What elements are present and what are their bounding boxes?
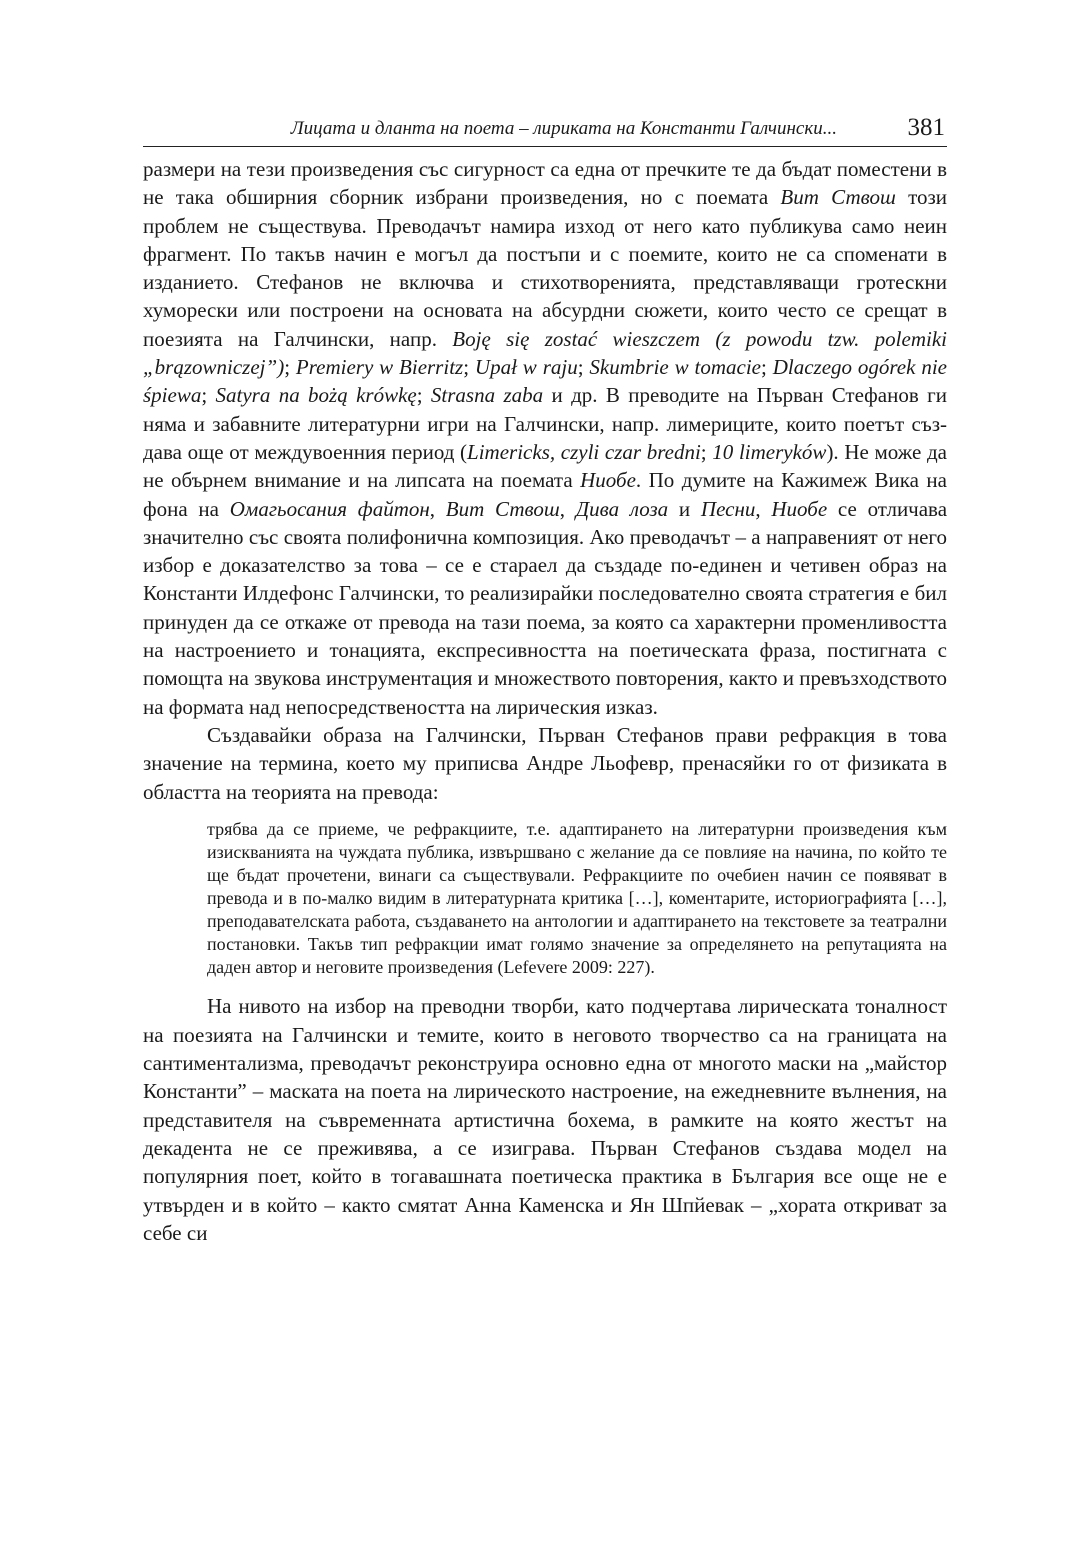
running-header xyxy=(143,112,947,147)
text-run: ; xyxy=(416,383,431,408)
text-run: , xyxy=(559,496,576,521)
italic-title-run: Limericks, czyli czar bredni xyxy=(467,439,701,464)
italic-title-run: 10 limeryków xyxy=(712,439,827,464)
text-run: и xyxy=(668,496,701,521)
text-run: размери на тези произведения със сигурност са една от пречките те да бъдат поместени в не така обширния сборник избрани произведения, но с поемата xyxy=(143,157,947,210)
text-run: се отличава значително със своята полифонична композиция. Ако преводачът – а направеният от него избор е доказателство за това – се е стараел да създаде по-единен и четивен образ на Константи Илдефонс Галчински, то реализирайки последователно своята стратегия е бил принуден да се откаже от превода на тази поема, за която са характерни променливостта на настроението и тонацията, експресивността на поетическата фраза, постигната с помощта на звукова инструментация и множеството повторения, както и превъзходството на формата над непосредствеността на лирическия изказ. xyxy=(143,496,948,719)
text-run: ; xyxy=(760,355,773,380)
italic-title-run: Satyra na bożą krówkę xyxy=(215,383,417,408)
text-run: този проблем не съществува. Преводачът намира изход от него като публикува само неин фрагмент. По такъв начин е могъл да постъпи и с поемите, които не са споменати в изданието. Стефанов не включва и стихотворенията, представляващи гротескни хуморески или построени на основата на абсурдни сюжети, които често се срещат в поезията на Галчински, напр. xyxy=(143,185,948,351)
page-number: 381 xyxy=(907,114,945,141)
text-run: ; xyxy=(463,355,475,380)
italic-title-run: Песни xyxy=(700,496,756,521)
text-run: , xyxy=(755,496,772,521)
italic-title-run: Дива лоза xyxy=(575,496,669,521)
italic-title-run: Strasna zaba xyxy=(430,383,544,408)
text-run: ). Не може да не обърнем внимание и на липсата на поемата xyxy=(143,439,947,493)
text-run: ; xyxy=(700,439,713,464)
page-body xyxy=(143,155,947,1247)
block-quote: трябва да се приеме, че рефракциите, т.е. адаптирането на литературни произведения към изискванията на чуждата публика, извършвано с желание да се повлияе на начина, по който те ще бъдат прочетени, винаги са съществували. Рефракциите по очебиен начин се появяват в превода и в по-малко видим в литературната критика […], коментарите, историографията […], преподавателската работа, създаването на антологии и адаптирането на текстовете за театрални постановки. Такъв тип рефракции имат голямо значение за определянето на репутацията на даден автор и неговите произведения (Lefevere 2009: 227). xyxy=(207,818,947,978)
italic-title-run: Premiery w Bierritz xyxy=(295,355,464,380)
running-title: Лицата и дланта на поета – лириката на Константи Галчински... xyxy=(290,118,837,139)
italic-title-run: Boję się zostać wieszczem (z powodu tzw. polemiki „brązowniczej”) xyxy=(143,326,947,380)
paragraph-3: На нивото на избор на преводни творби, като подчертава лирическата тоналност на поезията на Галчински и темите, които в неговото творчество са на границата на сантиментализма, преводачът реконструира основно една от многото маски на „майстор Константи” – маската на поета на лирическото настроение, на ежедневните вълнения, на представителя на съвременната артистична бохема, в рамките на която жестът на декадента не се преживява, а се изиграва. Първан Стефанов създава модел на популярния поет, който в тогавашната поетическа практика в България все още не е утвърден и в който – както смятат Анна Каменска и Ян Шпйевак – „хората откриват за себе си xyxy=(143,994,947,1245)
paragraph-2: Създавайки образа на Галчински, Първан Стефанов прави рефракция в това значение на термина, което му приписва Андре Льофевр, пренасяйки го от физиката в областта на теорията на превода: xyxy=(143,722,947,804)
text-run: и др. В преводите на Първан Стефанов ги няма и забавните литературни игри на Галчински, напр. лимериците, които поетът създава още от междувоенния период ( xyxy=(143,383,947,464)
text-run: . По думите на Кажимеж Вика на фона на xyxy=(143,468,947,521)
italic-title-run: Upał w raju xyxy=(474,355,578,380)
italic-title-run: Dlaczego ogórek nie śpiewa xyxy=(143,355,947,408)
italic-title-run: Омагьосания файтон xyxy=(229,496,430,521)
paragraph-1 xyxy=(143,155,947,721)
italic-title-run: Вит Ствош xyxy=(780,185,896,210)
italic-title-run: Skumbrie w tomacie xyxy=(589,355,761,380)
text-run: ; xyxy=(201,383,216,408)
italic-title-run: Вит Ствош xyxy=(445,496,560,521)
text-run: ; xyxy=(284,355,296,380)
italic-title-run: Ниобе xyxy=(771,496,828,521)
text-run: ; xyxy=(577,355,590,380)
text-run: , xyxy=(429,496,446,521)
italic-title-run: Ниобе xyxy=(580,468,636,493)
